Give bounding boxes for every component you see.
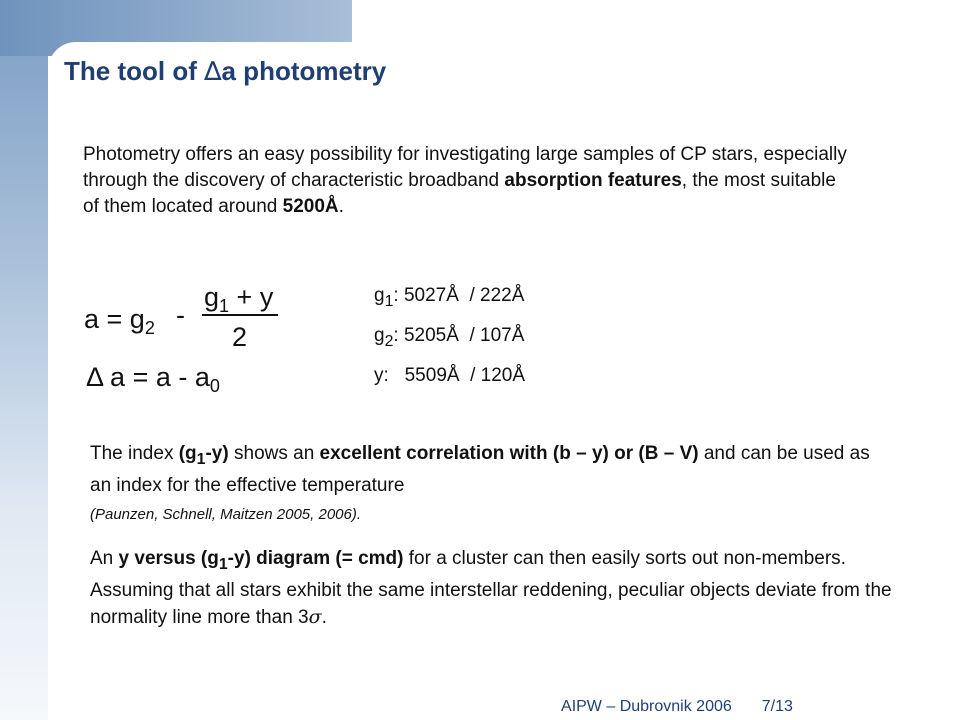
intro-paragraph bbox=[83, 142, 853, 220]
band-g2-sub: 2 bbox=[384, 332, 394, 350]
formula-denominator: 2 bbox=[232, 322, 248, 352]
formula-line2: Δ $a = a - a_0$ bbox=[86, 362, 220, 394]
band-g1-sub: 1 bbox=[384, 292, 394, 310]
intro-text-3: . bbox=[338, 196, 344, 217]
title-suffix: a photometry bbox=[221, 56, 387, 86]
background-left-strip bbox=[0, 0, 48, 720]
band-row-y: y: 5509Å / 120Å bbox=[374, 365, 526, 386]
band-g2-value: : 5205Å / 107Å bbox=[393, 325, 525, 346]
cmd-bold-diagram: y versus $(g_1-y)$ diagram (= cmd) bbox=[118, 548, 404, 573]
band-row-g2: $g_2$: 5205Å / 107Å bbox=[374, 325, 525, 350]
formula-line1-left: $a = g_2$ bbox=[84, 304, 155, 338]
title-delta: ∆ bbox=[204, 57, 222, 87]
band-row-g1: $g_1$: 5027Å / 222Å bbox=[374, 285, 525, 310]
title-prefix: The tool of bbox=[64, 56, 205, 86]
index-bold-g1y: $(g_1-y)$ bbox=[178, 443, 229, 468]
intro-bold-absorption: absorption features bbox=[504, 170, 682, 191]
intro-text-1: Photometry offers an easy possibility for investigating large samples of CP stars, especially through the discovery of characteristic broadband bbox=[83, 144, 847, 191]
intro-bold-wavelength: 5200Å bbox=[282, 196, 339, 217]
index-paragraph: The index $(g_1-y)$ shows an excellent correlation with (b – y) or (B – V) and can be used as an index for the effective temperature bbox=[90, 443, 870, 496]
formula-line1-sub: 2 bbox=[144, 318, 155, 338]
band-list bbox=[374, 276, 525, 396]
band-y-value: : 5509Å / 120Å bbox=[383, 365, 526, 386]
citation: (Paunzen, Schnell, Maitzen 2005, 2006). bbox=[90, 506, 362, 523]
footer-event: AIPW – Dubrovnik 2006 bbox=[561, 698, 732, 715]
sigma-symbol: σ bbox=[308, 605, 322, 628]
band-g1-value: : 5027Å / 222Å bbox=[393, 285, 525, 306]
slide-title bbox=[64, 56, 386, 87]
intro-text-2: , the most suitable of them located around bbox=[83, 170, 836, 217]
index-bold-correlation: excellent correlation with (b – y) or (B – V) bbox=[319, 443, 699, 464]
cmd-paragraph: An y versus $(g_1-y)$ diagram (= cmd) for a cluster can then easily sorts out non-members. Assuming that all stars exhibit the same interstellar reddening, peculiar objects deviate from the normality line more than 3σ. bbox=[90, 548, 892, 628]
slide-footer bbox=[553, 680, 793, 716]
page-number: 7/13 bbox=[761, 698, 793, 715]
formula-line1-minus: - bbox=[176, 300, 185, 330]
formula-numerator: $g_1 + y$ bbox=[204, 284, 274, 316]
delta-a-formula bbox=[84, 284, 294, 394]
